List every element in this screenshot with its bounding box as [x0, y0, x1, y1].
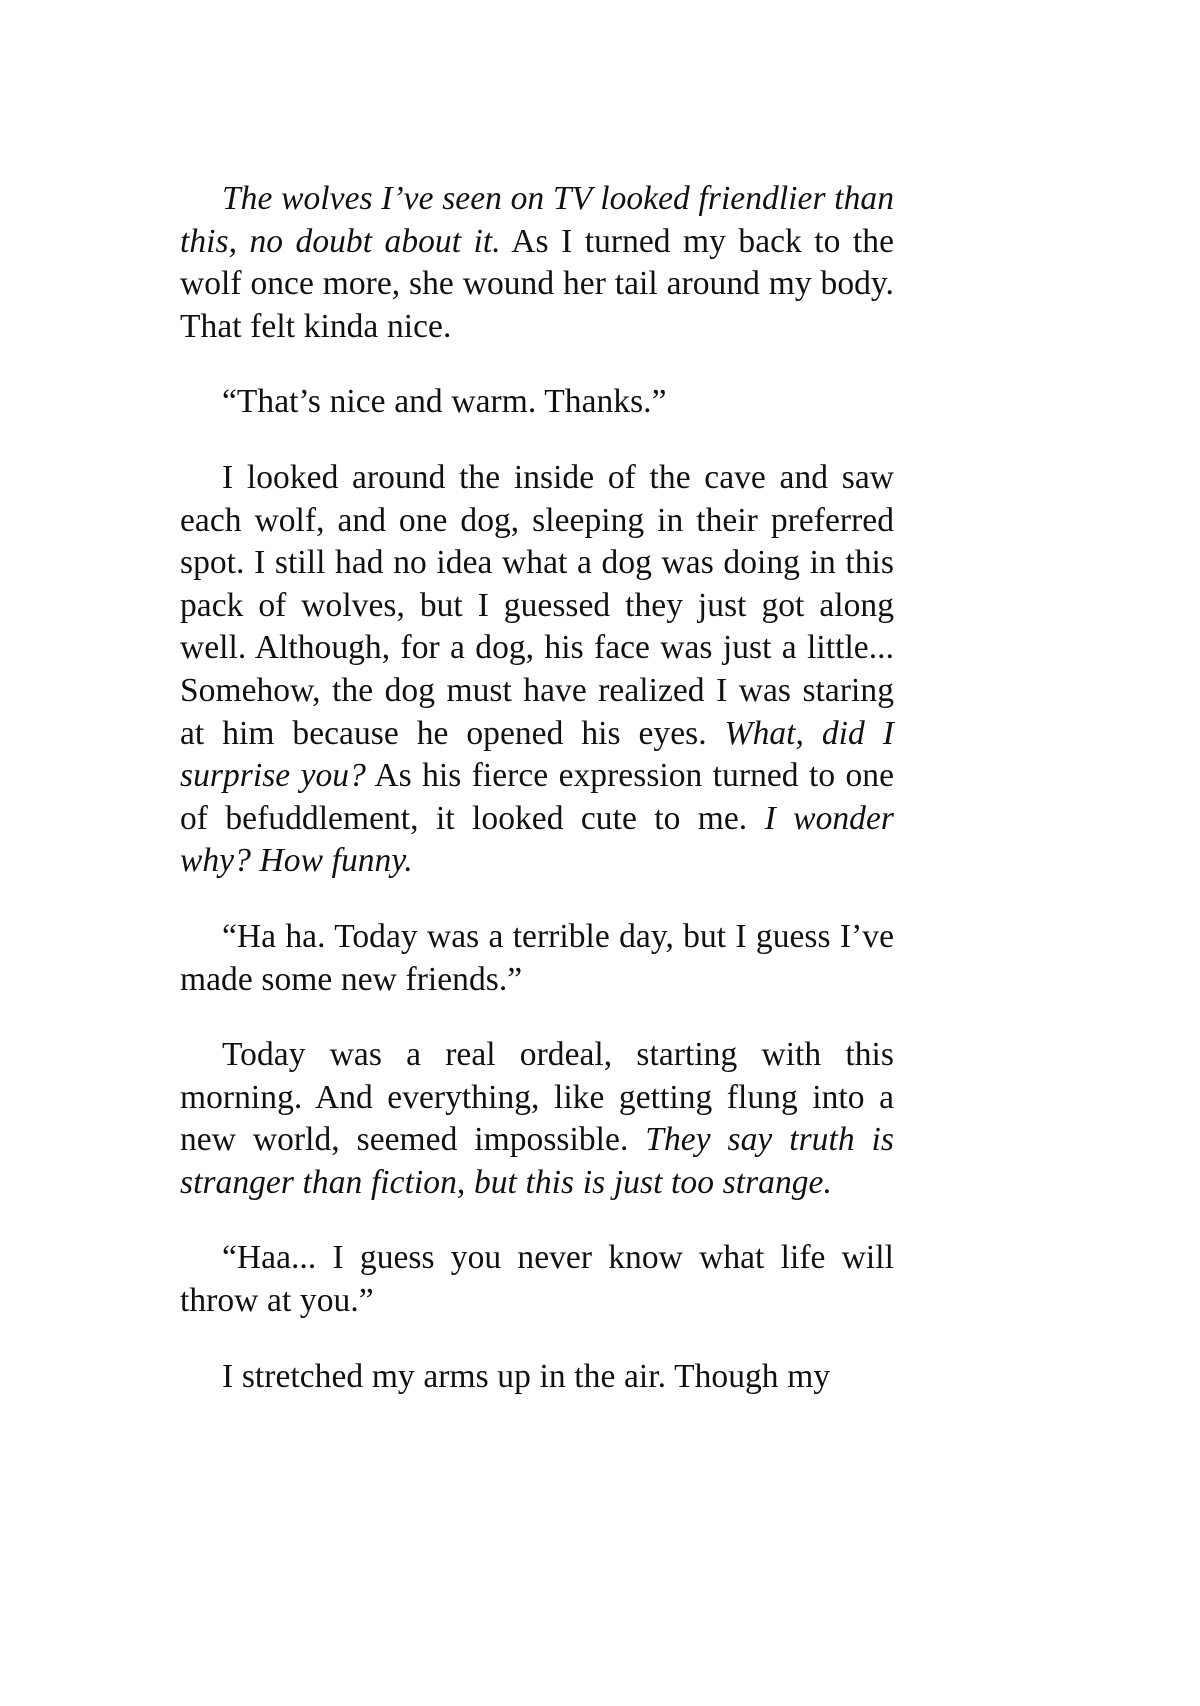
paragraph-dialogue-ha-ha	[180, 916, 894, 1001]
italic-run: They say truth is stranger than fiction, but this is just too strange.	[180, 1121, 894, 1201]
text-run: As I turned my back to the wolf once more, she wound her tail around my body. That felt kinda nice.	[180, 222, 894, 345]
text-run: I stretched my arms up in the air. Though my	[222, 1357, 831, 1395]
text-run: “Ha ha. Today was a terrible day, but I guess I’ve made some new friends.”	[180, 917, 894, 998]
paragraph-stretched-arms	[180, 1356, 894, 1399]
paragraph-looked-around-cave	[180, 457, 894, 883]
text-run: I looked around the inside of the cave and saw each wolf, and one dog, sleeping in their preferred spot. I still had no idea what a dog was doing in this pack of wolves, but I guessed they just got along well. Although, for a dog, his face was just a little... Somehow, the dog must have realized I was staring at him because he opened his eyes.	[180, 458, 894, 752]
paragraph-wolves-on-tv	[180, 178, 894, 348]
italic-run: I wonder why? How funny.	[180, 799, 894, 880]
text-run: “Haa... I guess you never know what life will throw at you.”	[180, 1239, 894, 1320]
text-run: “That’s nice and warm. Thanks.”	[222, 383, 667, 421]
paragraph-dialogue-haa	[180, 1237, 894, 1322]
paragraph-today-was-ordeal	[180, 1034, 894, 1204]
paragraph-dialogue-nice-and-warm	[180, 381, 894, 424]
italic-run: What, did I surprise you?	[180, 714, 894, 795]
body-text-block	[180, 178, 894, 1398]
text-run: As his fierce expression turned to one of befuddlement, it looked cute to me.	[180, 757, 894, 837]
text-run: Today was a real ordeal, starting with this morning. And everything, like getting flung into a new world, seemed impossible.	[180, 1036, 894, 1159]
italic-run: The wolves I’ve seen on TV looked friendlier than this, no doubt about it.	[180, 180, 894, 260]
